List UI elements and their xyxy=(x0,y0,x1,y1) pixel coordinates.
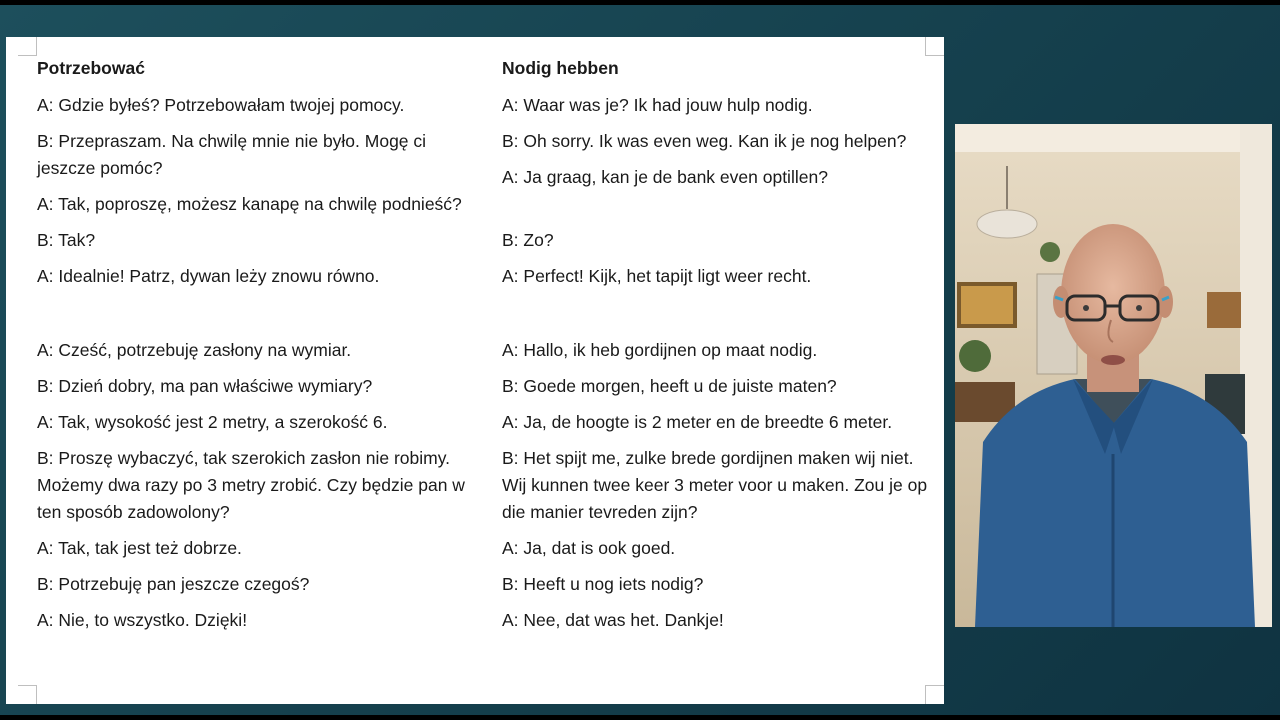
dialogue-line: B: Dzień dobry, ma pan właściwe wymiary? xyxy=(37,376,373,396)
dialogue-line: B: Tak? xyxy=(37,230,96,250)
dialogue-line: B: Zo? xyxy=(502,230,554,250)
dialogue-line: A: Ja, dat is ook goed. xyxy=(502,538,676,558)
dialogue-line: A: Nie, to wszystko. Dzięki! xyxy=(37,610,248,630)
dialogue-line: B: Przepraszam. Na chwilę mnie nie było. Mogę ci jeszcze pomóc? xyxy=(37,131,427,178)
page-corner-mark xyxy=(18,37,37,56)
dialogue-line: A: Tak, tak jest też dobrze. xyxy=(37,538,242,558)
dialogue-line: A: Ja graag, kan je de bank even optillen? xyxy=(502,167,828,187)
page-corner-mark xyxy=(925,37,944,56)
dialogue-line: A: Idealnie! Patrz, dywan leży znowu równo. xyxy=(37,266,380,286)
dialogue-line: A: Cześć, potrzebuję zasłony na wymiar. xyxy=(37,340,352,360)
dialogue-line: A: Gdzie byłeś? Potrzebowałam twojej pomocy. xyxy=(37,95,405,115)
dialogue-line: B: Potrzebuję pan jeszcze czegoś? xyxy=(37,574,310,594)
spacer xyxy=(37,300,477,337)
column-title: Nodig hebben xyxy=(502,58,619,78)
dialogue-line: A: Perfect! Kijk, het tapijt ligt weer recht. xyxy=(502,266,812,286)
dutch-column xyxy=(502,55,938,644)
spacer xyxy=(502,300,938,337)
dialogue-line: B: Proszę wybaczyć, tak szerokich zasłon nie robimy. Możemy dwa razy po 3 metry zrobić. Czy będzie pan w ten sposób zadowolony? xyxy=(37,448,465,522)
dialogue-line: A: Waar was je? Ik had jouw hulp nodig. xyxy=(502,95,813,115)
dialogue-line: B: Goede morgen, heeft u de juiste maten? xyxy=(502,376,837,396)
dialogue-line: A: Tak, poproszę, możesz kanapę na chwilę podnieść? xyxy=(37,194,462,214)
dialogue-line: A: Tak, wysokość jest 2 metry, a szerokość 6. xyxy=(37,412,388,432)
dialogue-line: B: Oh sorry. Ik was even weg. Kan ik je nog helpen? xyxy=(502,131,907,151)
dialogue-line: A: Nee, dat was het. Dankje! xyxy=(502,610,724,630)
presenter-picture xyxy=(955,124,1272,627)
document-page xyxy=(6,37,944,704)
webcam-video xyxy=(955,124,1272,627)
dialogue-line: B: Heeft u nog iets nodig? xyxy=(502,574,704,594)
dialogue-line: B: Het spijt me, zulke brede gordijnen maken wij niet. Wij kunnen twee keer 3 meter voor u maken. Zou je op die manier tevreden zijn? xyxy=(502,448,928,522)
dialogue-line: A: Hallo, ik heb gordijnen op maat nodig. xyxy=(502,340,818,360)
page-corner-mark xyxy=(925,685,944,704)
dialogue-line: A: Ja, de hoogte is 2 meter en de breedte 6 meter. xyxy=(502,412,893,432)
column-title: Potrzebować xyxy=(37,58,145,78)
polish-column xyxy=(37,55,477,644)
slide-background xyxy=(0,5,1280,715)
page-corner-mark xyxy=(18,685,37,704)
